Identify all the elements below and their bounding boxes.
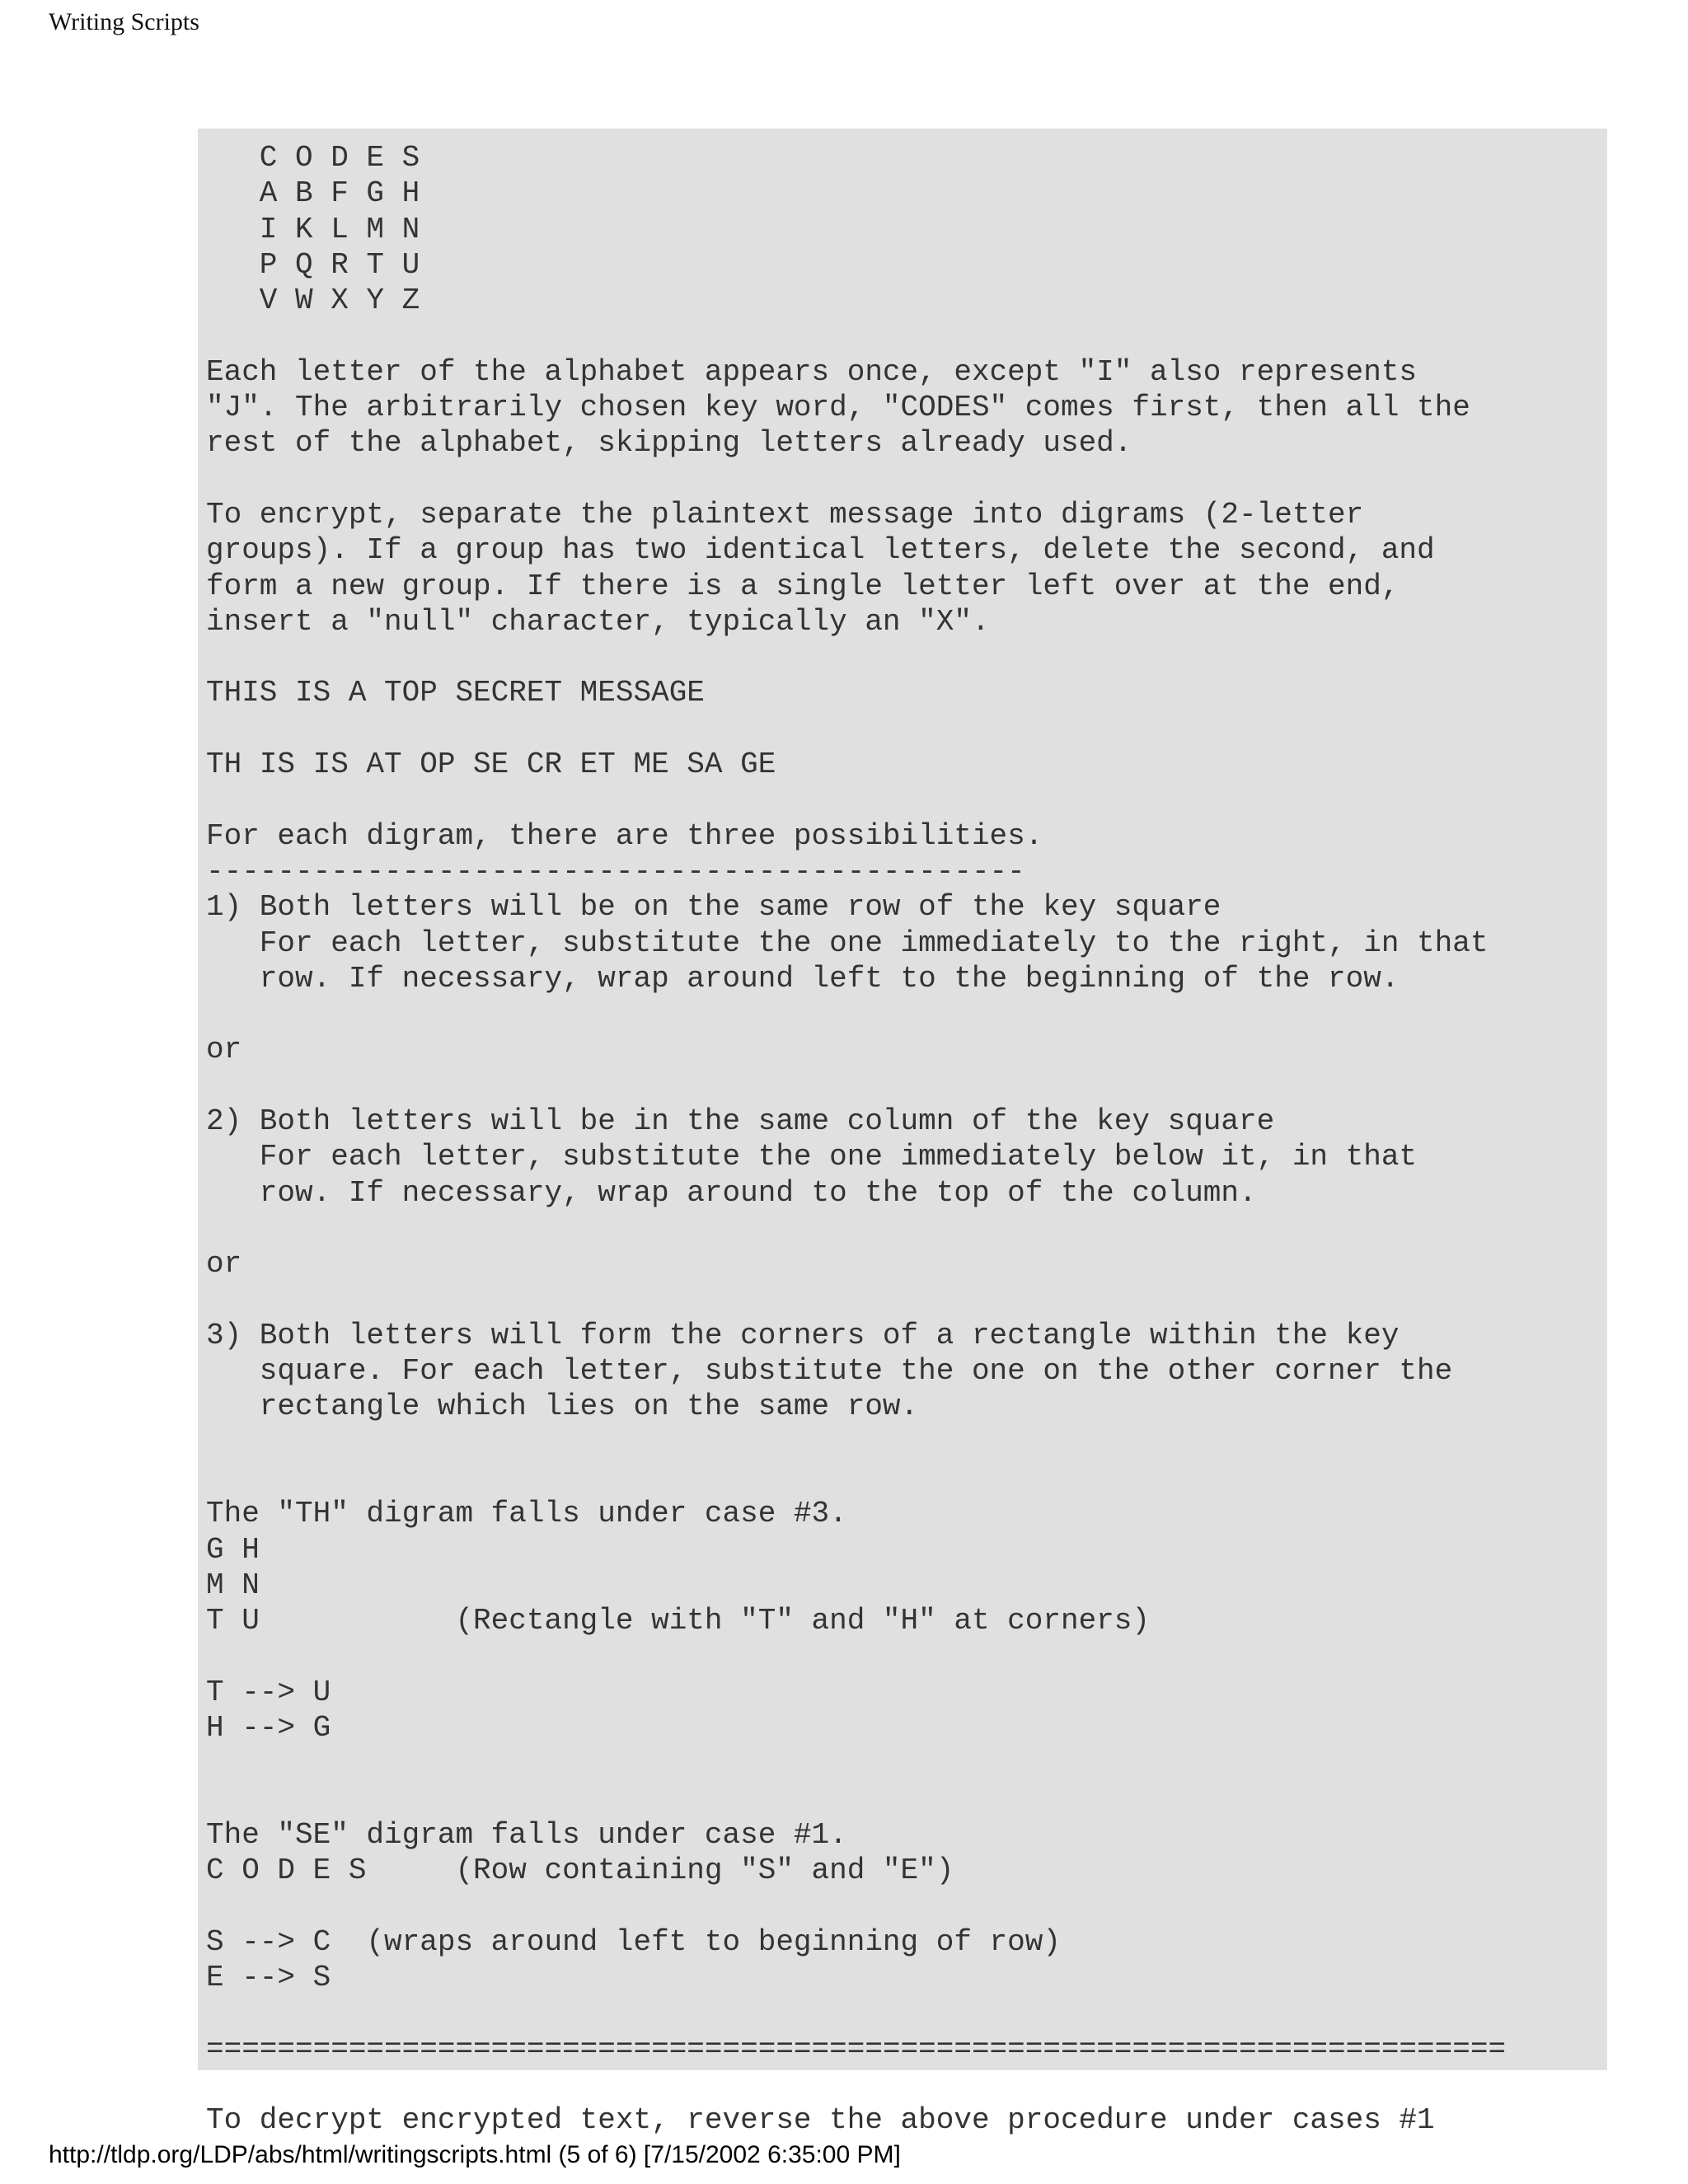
code-block: [198, 129, 1607, 2138]
code-text: [206, 140, 1607, 2139]
code-line: E --> S: [206, 1961, 331, 1995]
code-line: =========================================================================: [206, 2032, 1507, 2066]
code-line: A B F G H: [206, 176, 420, 211]
code-line: G H: [206, 1532, 260, 1567]
code-line: rectangle which lies on the same row.: [206, 1390, 919, 1424]
code-line: S --> C (wraps around left to beginning of row): [206, 1924, 1061, 1959]
code-line: P Q R T U: [206, 247, 420, 282]
code-line: rest of the alphabet, skipping letters already used.: [206, 426, 1132, 461]
code-line: I K L M N: [206, 212, 420, 246]
code-line: M N: [206, 1568, 260, 1602]
code-line: For each digram, there are three possibilities.: [206, 818, 1043, 853]
code-line: The "SE" digram falls under case #1.: [206, 1817, 847, 1852]
code-line: V W X Y Z: [206, 284, 420, 318]
code-line: 3) Both letters will form the corners of a rectangle within the key: [206, 1318, 1400, 1352]
code-line: row. If necessary, wrap around left to the beginning of the row.: [206, 961, 1400, 996]
code-line: To encrypt, separate the plaintext message into digrams (2-letter: [206, 497, 1364, 532]
code-line: square. For each letter, substitute the one on the other corner the: [206, 1354, 1453, 1389]
code-line: T U (Rectangle with "T" and "H" at corners): [206, 1604, 1150, 1638]
code-line: insert a "null" character, typically an "X".: [206, 604, 990, 639]
code-line: THIS IS A TOP SECRET MESSAGE: [206, 676, 705, 710]
code-line: C O D E S (Row containing "S" and "E"): [206, 1854, 954, 1888]
code-line: The "TH" digram falls under case #3.: [206, 1497, 847, 1531]
code-line: C O D E S: [206, 141, 420, 175]
code-line: T --> U: [206, 1675, 331, 1709]
code-line: or: [206, 1247, 242, 1282]
code-line: 1) Both letters will be on the same row of the key square: [206, 890, 1221, 925]
code-line: groups). If a group has two identical letters, delete the second, and: [206, 533, 1435, 568]
code-line: 2) Both letters will be in the same column of the key square: [206, 1104, 1275, 1139]
code-line: To decrypt encrypted text, reverse the above procedure under cases #1: [206, 2103, 1435, 2138]
code-line: "J". The arbitrarily chosen key word, "CODES" comes first, then all the: [206, 391, 1470, 425]
code-line: row. If necessary, wrap around to the top of the column.: [206, 1175, 1257, 1210]
code-line: ----------------------------------------------: [206, 854, 1025, 888]
code-line: Each letter of the alphabet appears once, except "I" also represents: [206, 354, 1418, 389]
page-header-title: Writing Scripts: [49, 8, 199, 35]
code-line: H --> G: [206, 1711, 331, 1746]
code-line: For each letter, substitute the one immediately to the right, in that: [206, 926, 1489, 960]
page-footer-url: http://tldp.org/LDP/abs/html/writingscripts.html (5 of 6) [7/15/2002 6:35:00 PM]: [49, 2141, 901, 2168]
code-line: or: [206, 1033, 242, 1067]
code-line: TH IS IS AT OP SE CR ET ME SA GE: [206, 748, 776, 782]
code-line: form a new group. If there is a single letter left over at the end,: [206, 569, 1400, 603]
code-line: For each letter, substitute the one immediately below it, in that: [206, 1140, 1418, 1174]
